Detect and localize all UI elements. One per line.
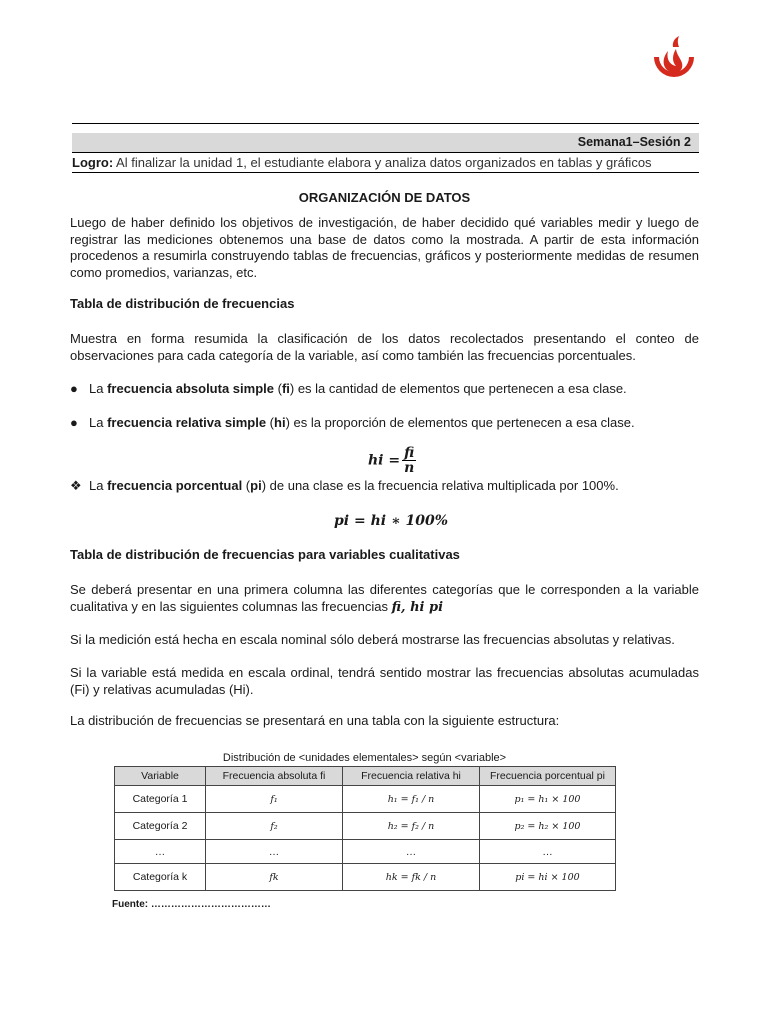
table-cell: f₂ <box>206 813 343 840</box>
table-cell: h₁ = f₁ / n <box>343 786 480 813</box>
diamond-bullet-icon: ❖ <box>70 478 82 493</box>
table-caption: Distribución de <unidades elementales> según <variable> <box>222 752 507 764</box>
table-source: Fuente: ……………………………… <box>112 899 271 910</box>
table-cell: Categoría 1 <box>115 786 206 813</box>
session-label: Semana1–Sesión 2 <box>577 135 691 149</box>
formula-pi: pi = hi ∗ 100% <box>334 513 449 529</box>
bullet-dot-icon: ● <box>70 381 78 396</box>
header-top-rule <box>72 123 699 124</box>
table-cell: Categoría 2 <box>115 813 206 840</box>
logro-line <box>72 155 699 171</box>
logro-top-rule <box>72 152 699 153</box>
table-cell: p₂ = h₂ × 100 <box>480 813 616 840</box>
bullet-absolute-frequency: ● La frecuencia absoluta simple (fi) es la cantidad de elementos que pertenecen a esa clase. <box>70 381 627 396</box>
table-row <box>115 840 616 864</box>
formula-hi: hi = $\frac{fi}{n}$ <box>368 445 415 476</box>
ordinal-paragraph: Si la variable está medida en escala ordinal, tendrá sentido mostrar las frecuencias absolutas acumuladas (Fi) y relativas acumuladas (Hi). <box>70 665 699 697</box>
table-row <box>115 864 616 891</box>
table-header-cell: Frecuencia relativa hi <box>343 767 480 786</box>
table-cell: hk = fk / n <box>343 864 480 891</box>
section2-paragraph: Se deberá presentar en una primera columna las diferentes categorías que le corresponden a la variable cualitativa y en las siguientes columnas las frecuencias fi, hi pi <box>70 582 699 615</box>
university-logo-icon <box>648 33 700 85</box>
table-cell: … <box>343 840 480 864</box>
logro-label: Logro: <box>72 155 114 170</box>
bullet-relative-frequency: ● La frecuencia relativa simple (hi) es la proporción de elementos que pertenecen a esa clase. <box>70 415 635 430</box>
logro-text: Al finalizar la unidad 1, el estudiante elabora y analiza datos organizados en tablas y gráficos <box>113 155 652 170</box>
table-header-cell: Variable <box>115 767 206 786</box>
bullet-dot-icon: ● <box>70 415 78 430</box>
table-cell: h₂ = f₂ / n <box>343 813 480 840</box>
table-cell: p₁ = h₁ × 100 <box>480 786 616 813</box>
table-cell: f₁ <box>206 786 343 813</box>
intro-paragraph: Luego de haber definido los objetivos de investigación, de haber decidido qué variables medir y luego de registrar las mediciones obtenemos una base de datos como la mostrada. A partir de esta información procedenos a resumirla construyendo tablas de frecuencias, gráficos y posteriormente medidas de resumen como promedios, varianzas, etc. <box>70 215 699 280</box>
frequency-table <box>114 766 616 891</box>
section1-heading: Tabla de distribución de frecuencias <box>70 296 295 311</box>
structure-paragraph: La distribución de frecuencias se presentará en una tabla con la siguiente estructura: <box>70 713 560 728</box>
page-title: ORGANIZACIÓN DE DATOS <box>298 190 471 205</box>
table-header-cell: Frecuencia absoluta fi <box>206 767 343 786</box>
table-row <box>115 813 616 840</box>
table-header-cell: Frecuencia porcentual pi <box>480 767 616 786</box>
bullet-percentage-frequency: ❖ La frecuencia porcentual (pi) de una clase es la frecuencia relativa multiplicada por 100%. <box>70 478 619 493</box>
section2-symbols: fi, hi pi <box>391 599 444 615</box>
table-cell: fk <box>206 864 343 891</box>
session-header <box>72 133 699 152</box>
logro-bottom-rule <box>72 172 699 173</box>
table-cell: … <box>480 840 616 864</box>
table-cell: … <box>206 840 343 864</box>
table-cell: pi = hi × 100 <box>480 864 616 891</box>
section2-heading: Tabla de distribución de frecuencias para variables cualitativas <box>70 547 460 562</box>
table-cell: Categoría k <box>115 864 206 891</box>
table-cell: … <box>115 840 206 864</box>
table-row <box>115 786 616 813</box>
nominal-paragraph: Si la medición está hecha en escala nominal sólo deberá mostrarse las frecuencias absolutas y relativas. <box>70 632 675 647</box>
table-header-row <box>115 767 616 786</box>
section1-paragraph: Muestra en forma resumida la clasificación de los datos recolectados presentando el conteo de observaciones para cada categoría de la variable, así como también las frecuencias porcentuales. <box>70 331 699 363</box>
